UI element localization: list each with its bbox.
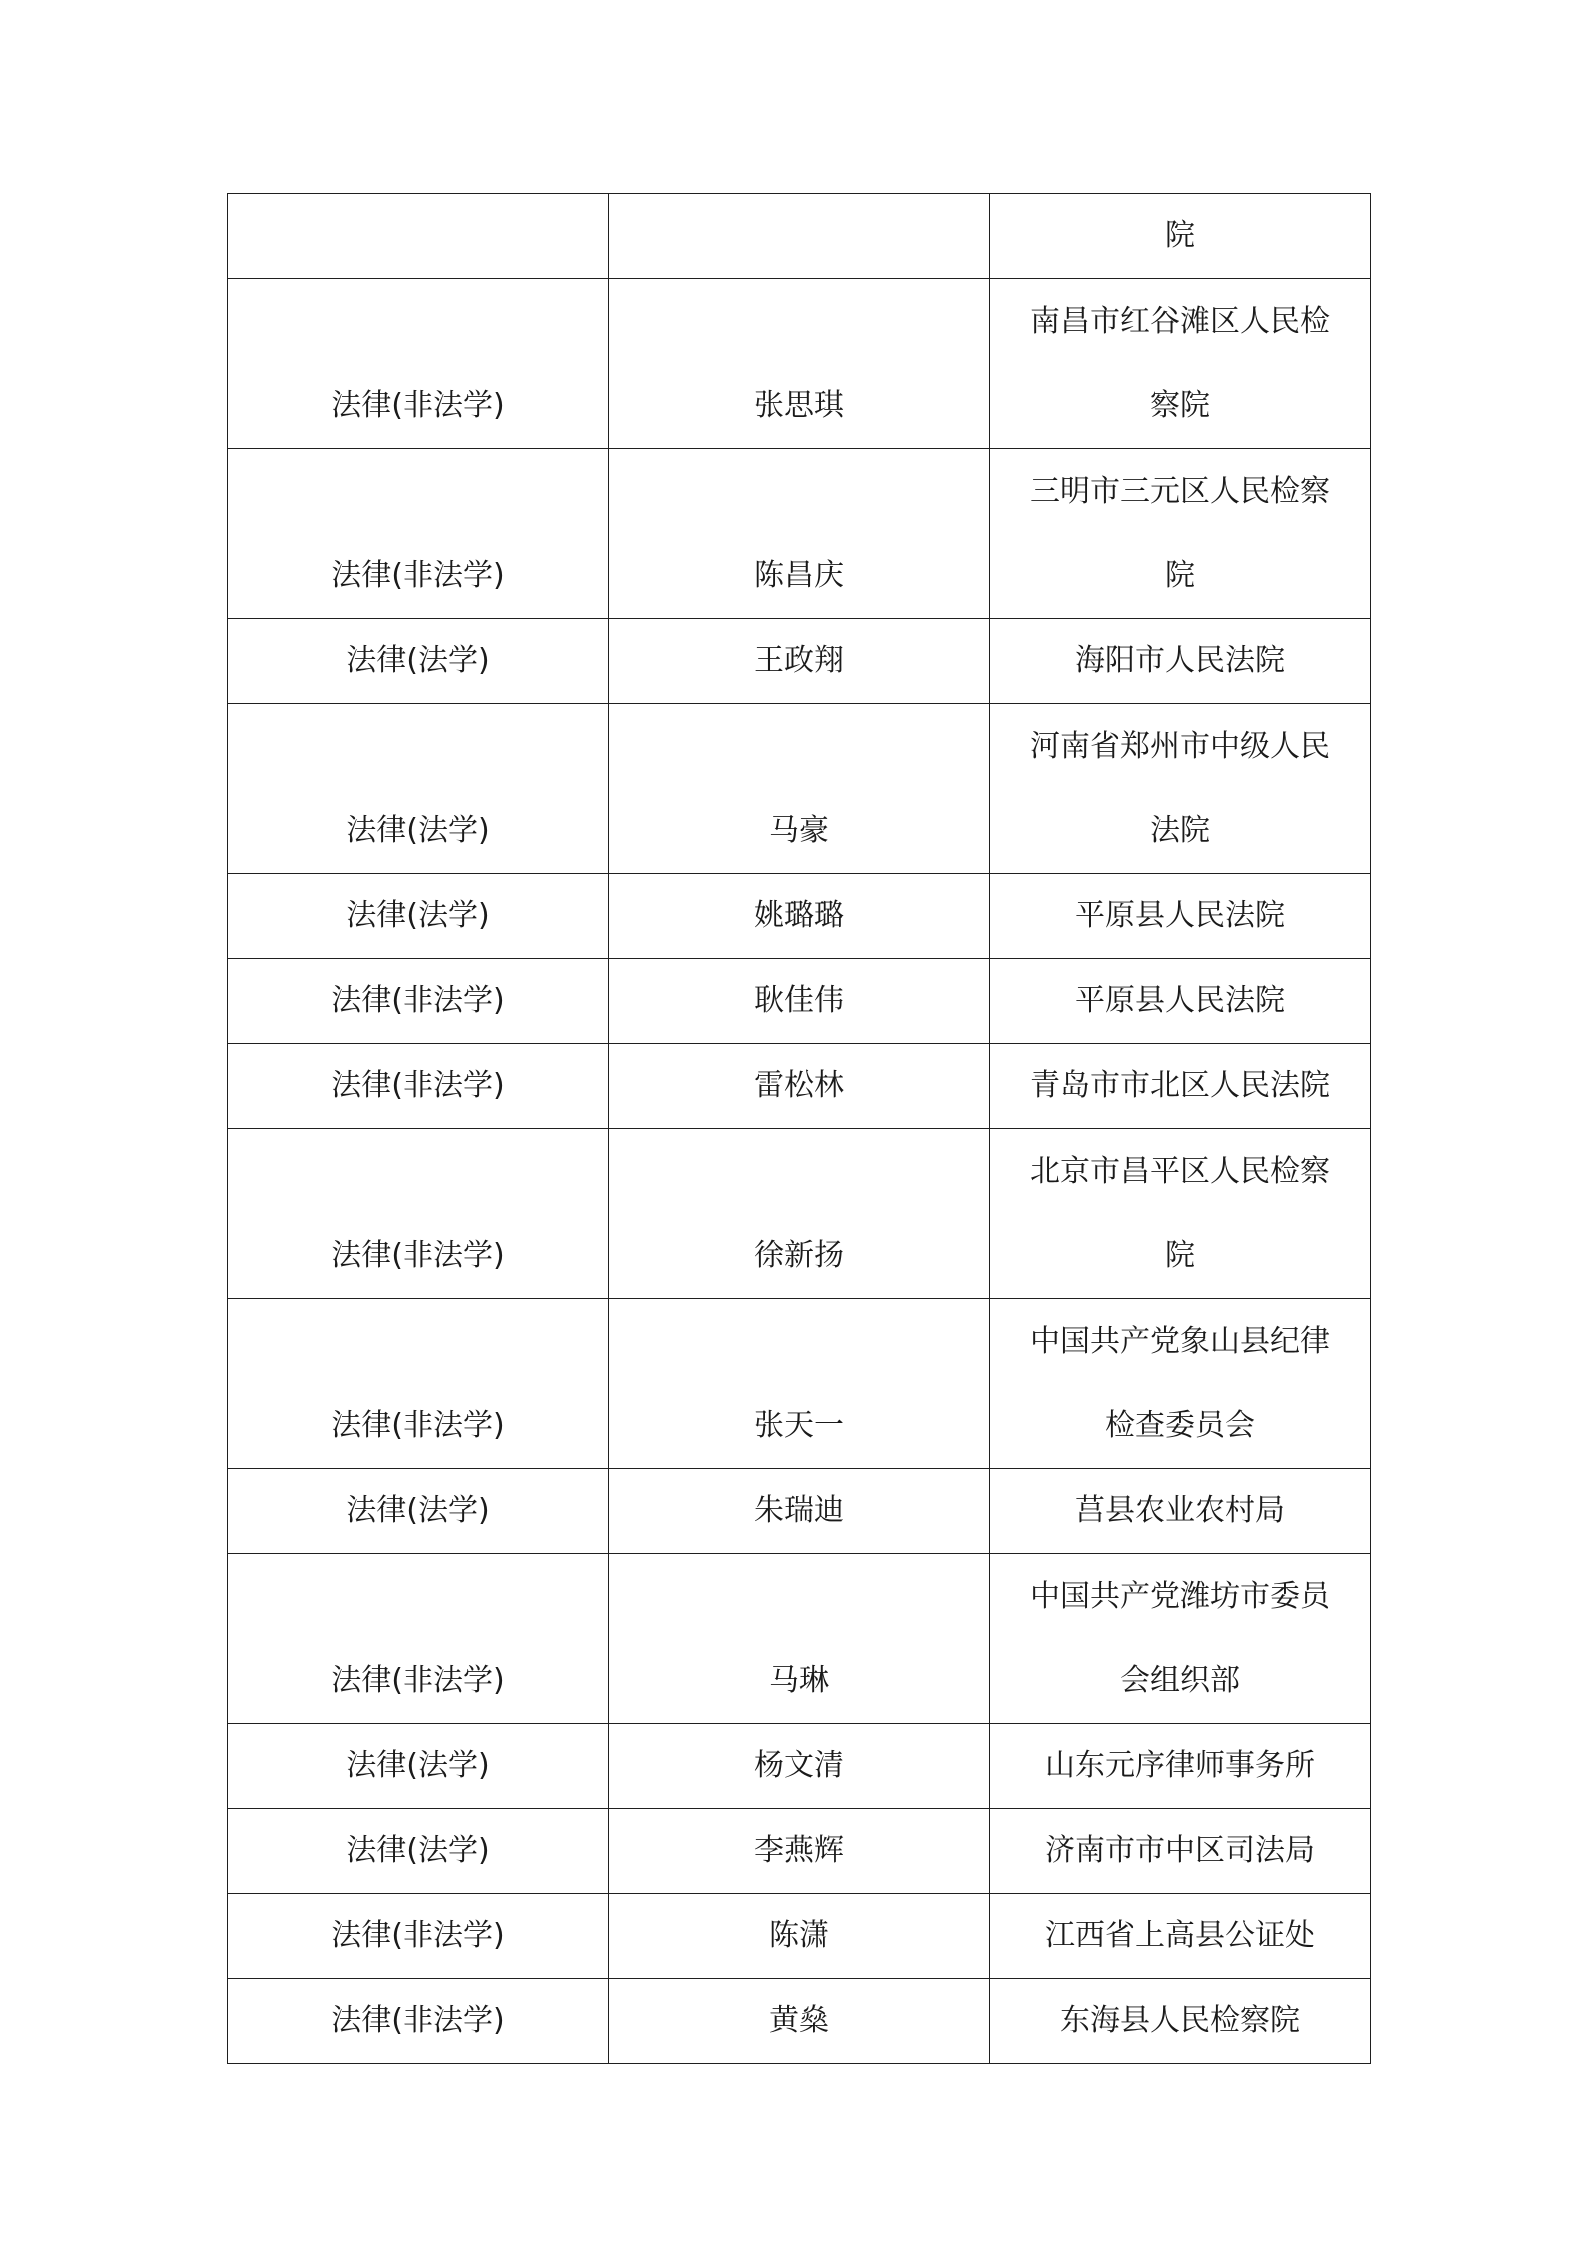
unit-cell	[990, 279, 1371, 449]
name-text: 雷松林	[754, 1068, 844, 1103]
major-text: 法律(非法学)	[331, 1918, 505, 1953]
unit-text-line: 法院	[1150, 813, 1210, 848]
table-row	[228, 449, 1371, 619]
unit-text-line: 青岛市市北区人民法院	[1030, 1068, 1330, 1103]
table-row	[228, 1129, 1371, 1299]
name-text: 朱瑞迪	[754, 1493, 844, 1528]
name-text: 陈昌庆	[754, 558, 844, 593]
unit-text-line: 平原县人民法院	[1075, 898, 1285, 933]
table-row	[228, 704, 1371, 874]
unit-text-line: 中国共产党象山县纪律	[1030, 1324, 1330, 1359]
name-cell	[609, 1724, 990, 1809]
name-text: 王政翔	[754, 643, 844, 678]
name-cell	[609, 1129, 990, 1299]
unit-text-line: 江西省上高县公证处	[1045, 1918, 1315, 1953]
major-text: 法律(非法学)	[331, 2003, 505, 2038]
major-cell	[228, 279, 609, 449]
unit-cell	[990, 1894, 1371, 1979]
name-cell	[609, 279, 990, 449]
unit-text-line: 平原县人民法院	[1075, 983, 1285, 1018]
major-cell	[228, 704, 609, 874]
name-text	[609, 194, 989, 278]
unit-text-line: 三明市三元区人民检察	[1030, 474, 1330, 509]
unit-cell	[990, 449, 1371, 619]
unit-text-line: 北京市昌平区人民检察	[1030, 1154, 1330, 1189]
major-text: 法律(法学)	[346, 813, 490, 848]
name-cell	[609, 1554, 990, 1724]
name-cell	[609, 449, 990, 619]
table-row	[228, 959, 1371, 1044]
name-cell	[609, 1044, 990, 1129]
unit-text-line: 河南省郑州市中级人民	[1030, 729, 1330, 764]
name-cell	[609, 1809, 990, 1894]
major-text: 法律(非法学)	[331, 1068, 505, 1103]
unit-cell	[990, 1979, 1371, 2064]
unit-cell	[990, 704, 1371, 874]
roster-table-body	[228, 194, 1371, 2064]
unit-cell	[990, 619, 1371, 704]
unit-cell	[990, 1469, 1371, 1554]
unit-cell	[990, 1809, 1371, 1894]
major-text: 法律(法学)	[346, 898, 490, 933]
name-cell	[609, 1979, 990, 2064]
unit-cell	[990, 959, 1371, 1044]
major-cell	[228, 1894, 609, 1979]
major-text: 法律(法学)	[346, 1493, 490, 1528]
name-text: 徐新扬	[754, 1238, 844, 1273]
unit-text-line: 察院	[1150, 388, 1210, 423]
name-text: 张天一	[754, 1408, 844, 1443]
unit-cell	[990, 194, 1371, 279]
name-text: 黄燊	[769, 2003, 829, 2038]
unit-text-line: 检查委员会	[1105, 1408, 1255, 1443]
table-row	[228, 1299, 1371, 1469]
unit-text-line: 东海县人民检察院	[1060, 2003, 1300, 2038]
major-text: 法律(非法学)	[331, 983, 505, 1018]
table-row	[228, 194, 1371, 279]
name-text: 杨文清	[754, 1748, 844, 1783]
major-cell	[228, 194, 609, 279]
unit-text-line: 海阳市人民法院	[1075, 643, 1285, 678]
major-text: 法律(非法学)	[331, 1408, 505, 1443]
major-cell	[228, 1469, 609, 1554]
unit-text-line: 中国共产党潍坊市委员	[1030, 1579, 1330, 1614]
unit-text-line: 会组织部	[1120, 1663, 1240, 1698]
name-cell	[609, 704, 990, 874]
unit-text-line: 院	[1165, 558, 1195, 593]
table-row	[228, 1809, 1371, 1894]
major-text: 法律(法学)	[346, 1748, 490, 1783]
major-cell	[228, 1299, 609, 1469]
name-cell	[609, 874, 990, 959]
major-cell	[228, 619, 609, 704]
unit-text-line: 院	[1165, 218, 1195, 253]
table-row	[228, 1979, 1371, 2064]
name-cell	[609, 194, 990, 279]
major-cell	[228, 1724, 609, 1809]
major-text: 法律(法学)	[346, 643, 490, 678]
name-text: 李燕辉	[754, 1833, 844, 1868]
table-row	[228, 1044, 1371, 1129]
major-cell	[228, 1554, 609, 1724]
unit-cell	[990, 1299, 1371, 1469]
unit-cell	[990, 1554, 1371, 1724]
name-cell	[609, 959, 990, 1044]
table-row	[228, 874, 1371, 959]
unit-text-line: 莒县农业农村局	[1075, 1493, 1285, 1528]
unit-text-line: 山东元序律师事务所	[1045, 1748, 1315, 1783]
name-text: 马琳	[769, 1663, 829, 1698]
name-cell	[609, 1894, 990, 1979]
name-text: 张思琪	[754, 388, 844, 423]
unit-cell	[990, 1724, 1371, 1809]
unit-text-line: 济南市市中区司法局	[1045, 1833, 1315, 1868]
major-text: 法律(非法学)	[331, 1238, 505, 1273]
table-row	[228, 619, 1371, 704]
major-cell	[228, 874, 609, 959]
name-cell	[609, 619, 990, 704]
unit-cell	[990, 1129, 1371, 1299]
unit-text-line: 院	[1165, 1238, 1195, 1273]
name-text: 马豪	[769, 813, 829, 848]
major-cell	[228, 1044, 609, 1129]
major-text	[228, 194, 608, 278]
major-cell	[228, 1979, 609, 2064]
major-cell	[228, 959, 609, 1044]
roster-table	[227, 193, 1371, 2064]
major-cell	[228, 1809, 609, 1894]
table-row	[228, 1554, 1371, 1724]
table-row	[228, 279, 1371, 449]
major-text: 法律(非法学)	[331, 558, 505, 593]
unit-cell	[990, 1044, 1371, 1129]
major-text: 法律(非法学)	[331, 1663, 505, 1698]
major-text: 法律(非法学)	[331, 388, 505, 423]
unit-text-line: 南昌市红谷滩区人民检	[1030, 304, 1330, 339]
table-row	[228, 1724, 1371, 1809]
name-text: 耿佳伟	[754, 983, 844, 1018]
major-text: 法律(法学)	[346, 1833, 490, 1868]
table-row	[228, 1469, 1371, 1554]
name-text: 陈潇	[769, 1918, 829, 1953]
name-cell	[609, 1299, 990, 1469]
table-row	[228, 1894, 1371, 1979]
major-cell	[228, 449, 609, 619]
name-cell	[609, 1469, 990, 1554]
unit-cell	[990, 874, 1371, 959]
major-cell	[228, 1129, 609, 1299]
name-text: 姚璐璐	[754, 898, 844, 933]
